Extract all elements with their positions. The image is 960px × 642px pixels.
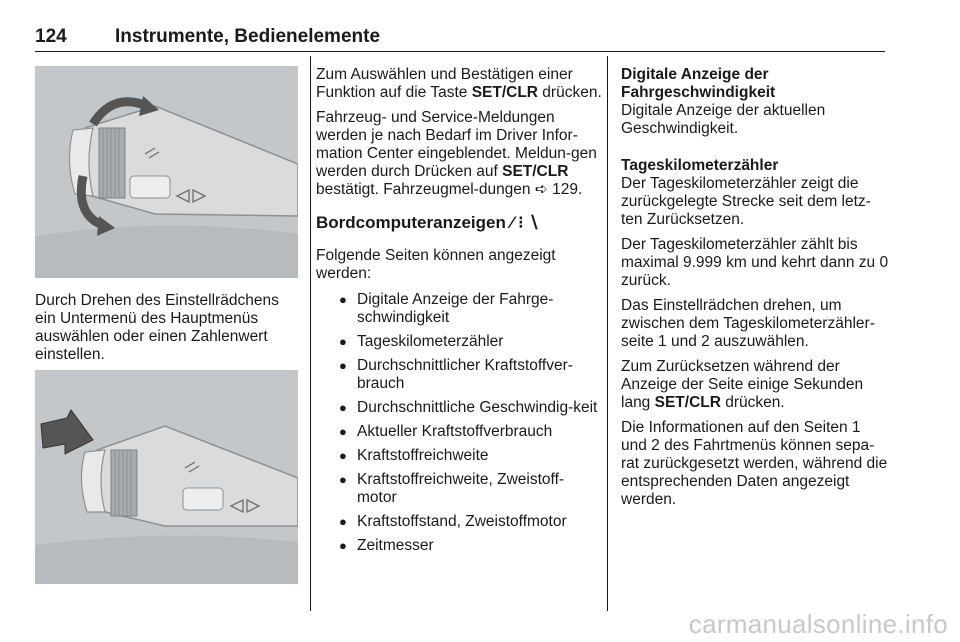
trip-computer-symbol-icon: ⁄ ⁝ ∖	[510, 213, 540, 232]
list-item: ● Durchschnittlicher Kraftstoffver-brauch	[316, 357, 602, 393]
page-number: 124	[35, 26, 67, 47]
list-item: ● Digitale Anzeige der Fahrge-schwindigkeit	[316, 291, 602, 327]
paragraph: Der Tageskilometerzähler zählt bis maximal 9.999 km und kehrt dann zu 0 zurück.	[621, 236, 889, 289]
paragraph: Digitale Anzeige der aktuellen Geschwindigkeit.	[621, 102, 826, 137]
steering-column-lever-set-clr-button-icon	[35, 370, 298, 584]
button-reference: SET/CLR	[471, 84, 538, 101]
list-item: ● Kraftstoffreichweite	[316, 447, 602, 465]
page-reference-arrow-icon: ➪	[534, 181, 548, 198]
text-run: Zum Auswählen und Bestätigen einer Funktion auf die Taste	[316, 66, 573, 101]
list-item: ● Aktueller Kraftstoffverbrauch	[316, 423, 602, 441]
paragraph: Das Einstellrädchen drehen, um zwischen dem Tageskilometerzähler-seite 1 und 2 auszuwählen.	[621, 297, 875, 350]
paragraph: Fahrzeug- und Service-Meldungen werden je nach Bedarf im Driver Infor-mation Center eingeblendet. Meldun-gen werden durch Drücken auf SET/CLR bestätigt. Fahrzeugmel-dungen ➪ 129.	[316, 109, 597, 198]
button-reference: SET/CLR	[502, 163, 569, 180]
page-header	[35, 0, 885, 52]
list-item: ● Kraftstoffstand, Zweistoffmotor	[316, 513, 602, 531]
button-reference: SET/CLR	[654, 394, 721, 411]
watermark: carmanualsonline.info	[688, 609, 948, 639]
text-column-3	[621, 66, 889, 516]
text-run: drücken.	[720, 394, 785, 411]
paragraph: Die Informationen auf den Seiten 1 und 2 des Fahrtmenüs können sepa-rat zurückgesetzt werden, während die entsprechenden Daten angezeigt werden.	[621, 419, 888, 508]
paragraph: Folgende Seiten können angezeigt werden:	[316, 247, 556, 282]
text-run: Fahrzeug- und Service-Meldungen werden je nach Bedarf im Driver Infor-mation Center eingeblendet. Meldun-gen werden durch Drücken auf	[316, 109, 597, 180]
heading-text: Bordcomputeranzeigen	[316, 213, 506, 232]
text-run: Zum Zurücksetzen während der Anzeige der Seite einige Sekunden lang	[621, 358, 864, 411]
paragraph	[621, 358, 889, 412]
column-divider	[607, 56, 608, 611]
text-run: bestätigt. Fahrzeugmel-dungen	[316, 181, 535, 198]
list-item: ● Durchschnittliche Geschwindig-keit	[316, 399, 602, 417]
page-reference[interactable]: 129	[552, 181, 579, 198]
list-item: ● Tageskilometerzähler	[316, 333, 602, 351]
steering-column-lever-thumbwheel-icon	[35, 66, 298, 278]
figure-thumbwheel	[35, 66, 298, 278]
column-divider	[310, 56, 311, 611]
subsection-heading: Digitale Anzeige der Fahrgeschwindigkeit	[621, 66, 776, 101]
subsection-heading: Tageskilometerzähler	[621, 157, 779, 174]
text-column-2	[316, 66, 602, 561]
section-heading	[316, 213, 602, 233]
list-item: ● Zeitmesser	[316, 537, 602, 555]
paragraph	[316, 66, 602, 102]
paragraph: Der Tageskilometerzähler zeigt die zurückgelegte Strecke seit dem letz-ten Zurücksetzen.	[621, 175, 871, 228]
figure-set-clr-button	[35, 370, 298, 584]
page-title: Instrumente, Bedienelemente	[115, 26, 381, 47]
figure-caption: Durch Drehen des Einstellrädchens ein Untermenü des Hauptmenüs auswählen oder einen Zahlenwert einstellen.	[35, 292, 279, 363]
text-run: drücken.	[538, 84, 602, 101]
bullet-list	[316, 291, 602, 555]
list-item: ● Kraftstoffreichweite, Zweistoff-motor	[316, 471, 602, 507]
